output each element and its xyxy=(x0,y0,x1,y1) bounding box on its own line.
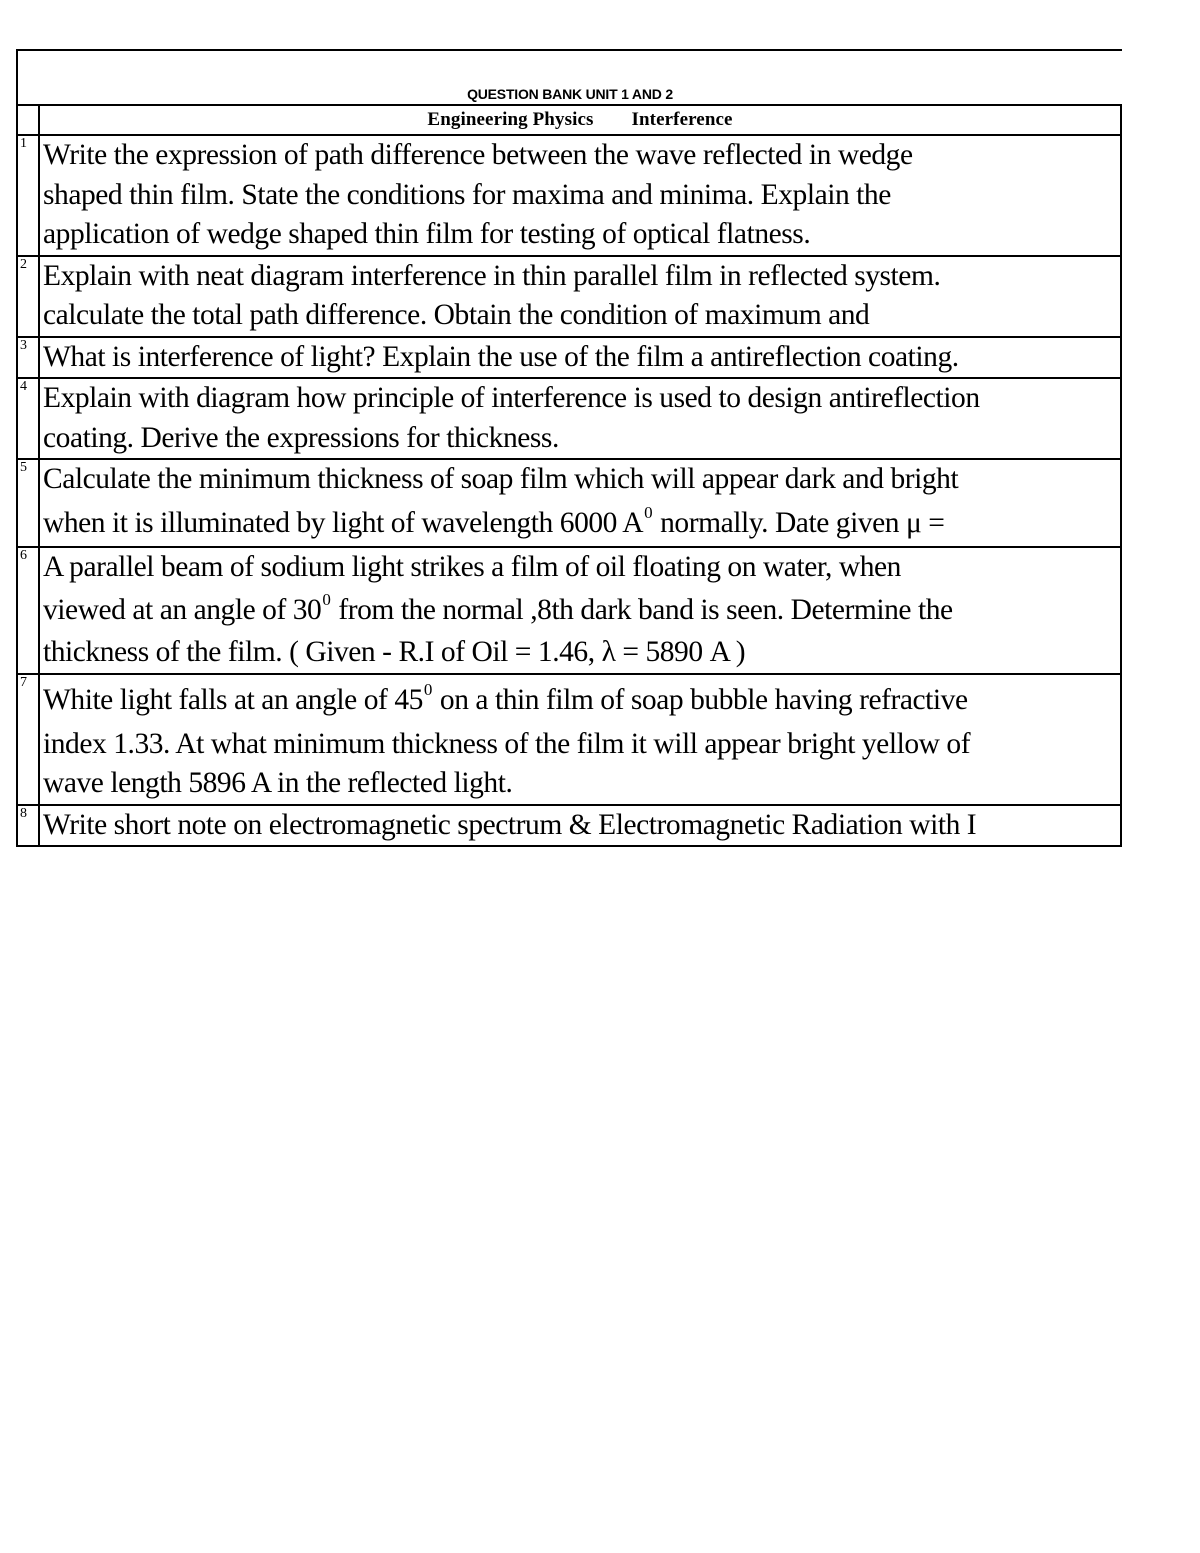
question-line: Calculate the minimum thickness of soap film which will appear dark and bright xyxy=(43,463,959,495)
question-line: thickness of the film. ( Given - R.I of Oil = 1.46, λ = 5890 A ) xyxy=(43,636,746,668)
superscript: 0 xyxy=(322,590,331,609)
question-line: Explain with diagram how principle of interference is used to design antireflection xyxy=(43,382,980,414)
subject-label: Engineering Physics xyxy=(427,109,594,130)
question-line: application of wedge shaped thin film for testing of optical flatness. xyxy=(43,218,811,250)
question-row xyxy=(17,135,1121,256)
question-line: calculate the total path difference. Obtain the condition of maximum and xyxy=(43,299,870,331)
question-row xyxy=(17,547,1121,674)
question-number: 2 xyxy=(17,256,39,337)
question-text xyxy=(39,135,1121,256)
document-title: QUESTION BANK UNIT 1 AND 2 xyxy=(467,86,673,102)
question-row xyxy=(17,674,1121,805)
text-segment: on a thin film of soap bubble having refractive xyxy=(432,683,968,716)
question-number: 7 xyxy=(17,674,39,805)
question-line: Explain with neat diagram interference in thin parallel film in reflected system. xyxy=(43,259,941,292)
question-line: Write short note on electromagnetic spectrum & Electromagnetic Radiation with I xyxy=(43,808,977,841)
question-line xyxy=(43,500,1120,546)
header-cell xyxy=(39,105,1121,135)
question-number: 5 xyxy=(17,459,39,547)
question-text xyxy=(39,459,1121,547)
question-row xyxy=(17,805,1121,847)
text-segment: when it is illuminated by light of wavelength 6000 A xyxy=(43,506,644,539)
header-number-cell xyxy=(17,105,39,135)
question-line: Write the expression of path difference between the wave reflected in wedge xyxy=(43,139,913,171)
question-row xyxy=(17,337,1121,379)
question-line: wave length 5896 A in the reflected light. xyxy=(43,767,513,799)
question-line: coating. Derive the expressions for thickness. xyxy=(43,421,559,454)
question-row xyxy=(17,459,1121,547)
question-text xyxy=(39,547,1121,674)
question-line: What is interference of light? Explain the use of the film a antireflection coating. xyxy=(43,340,959,373)
question-line xyxy=(43,587,1120,633)
question-row xyxy=(17,256,1121,337)
question-number: 6 xyxy=(17,547,39,674)
topic-label: Interference xyxy=(631,109,733,130)
question-line: shaped thin film. State the conditions for maxima and minima. Explain the xyxy=(43,178,891,211)
superscript: 0 xyxy=(423,679,432,699)
header-row xyxy=(17,105,1121,135)
question-text xyxy=(39,805,1121,847)
question-line: A parallel beam of sodium light strikes a film of oil floating on water, when xyxy=(43,550,901,583)
question-text xyxy=(39,378,1121,459)
question-text xyxy=(39,256,1121,337)
question-number: 8 xyxy=(17,805,39,847)
question-number: 3 xyxy=(17,337,39,379)
text-segment: viewed at an angle of 30 xyxy=(43,594,322,626)
text-segment: from the normal ,8th dark band is seen. Determine the xyxy=(331,594,953,626)
question-number: 1 xyxy=(17,135,39,256)
title-band xyxy=(16,49,1122,104)
question-row xyxy=(17,378,1121,459)
question-line: index 1.33. At what minimum thickness of the film it will appear bright yellow of xyxy=(43,727,971,760)
question-number: 4 xyxy=(17,378,39,459)
superscript: 0 xyxy=(644,502,653,522)
question-table xyxy=(16,104,1122,847)
question-line xyxy=(43,675,1120,725)
text-segment: normally. Date given μ = xyxy=(653,506,945,539)
question-text xyxy=(39,337,1121,379)
question-text xyxy=(39,674,1121,805)
text-segment: White light falls at an angle of 45 xyxy=(43,683,423,716)
